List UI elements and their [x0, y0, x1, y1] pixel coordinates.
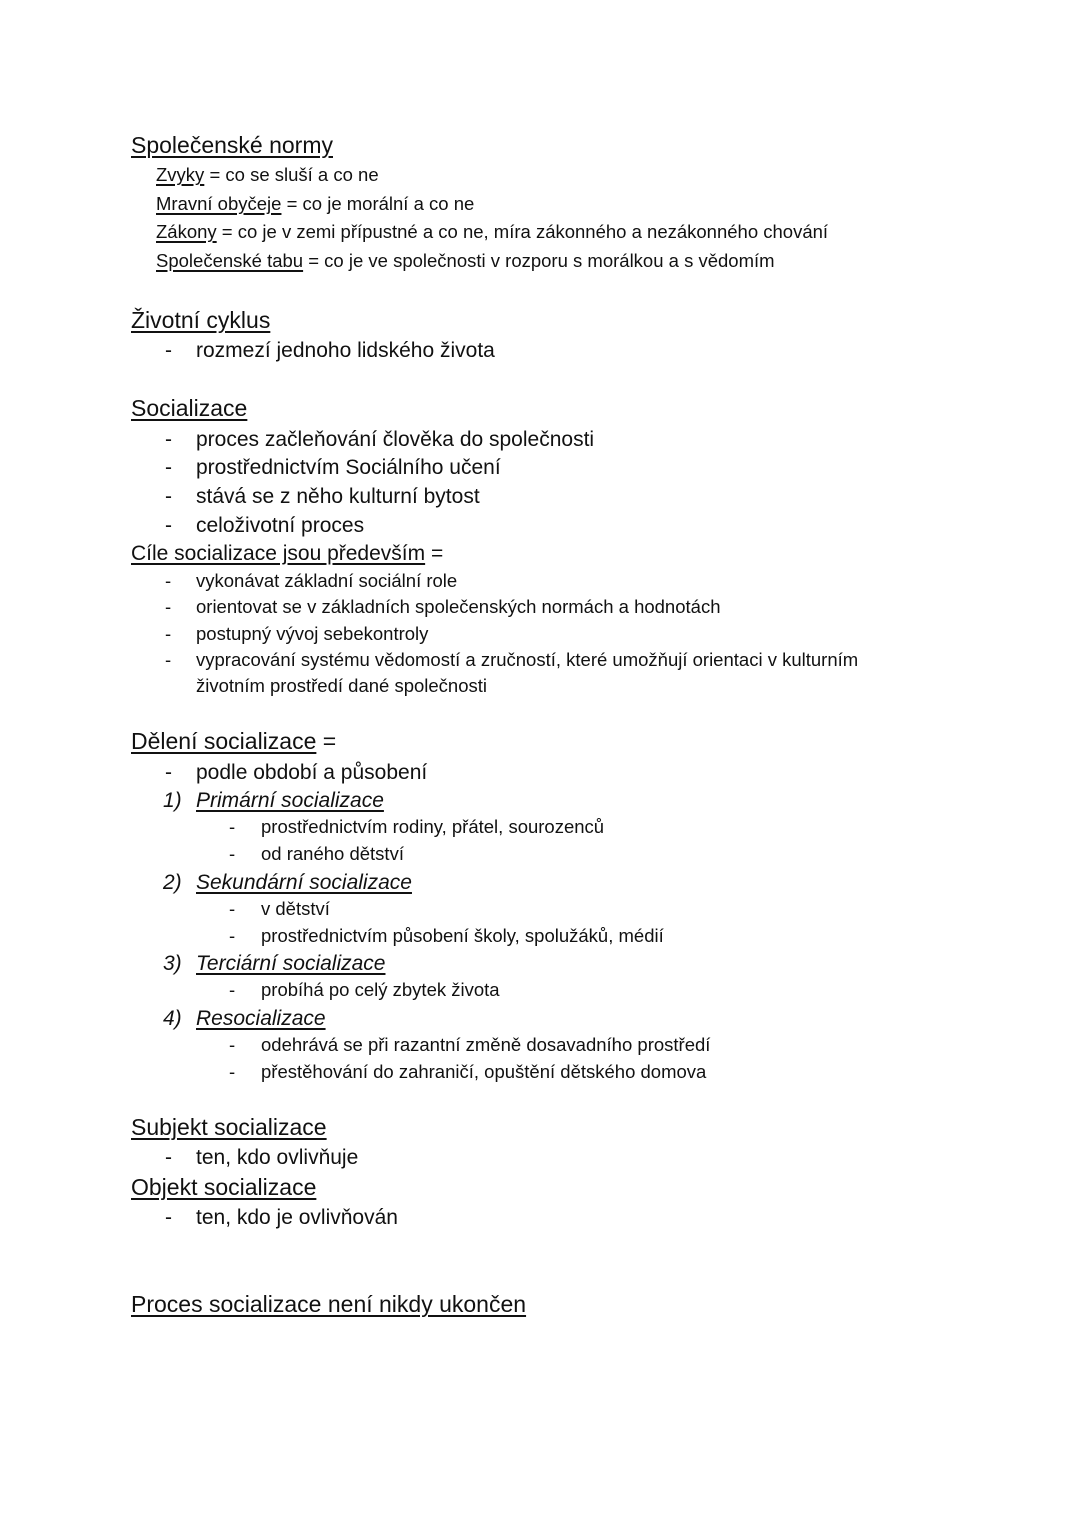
- list-item-continuation: životním prostředí dané společnosti: [196, 675, 488, 696]
- bullet-dash: -: [229, 925, 236, 946]
- heading-socialization-goals: [131, 543, 443, 564]
- heading-socialization: Socializace: [131, 395, 248, 421]
- goals-equals: =: [425, 542, 444, 565]
- bullet-dash: -: [165, 1206, 172, 1229]
- list-item: vykonávat základní sociální role: [196, 570, 458, 591]
- bullet-dash: -: [229, 1034, 236, 1055]
- conclusion-statement: Proces socializace není nikdy ukončen: [131, 1291, 527, 1317]
- norm-moral-customs: [156, 195, 474, 214]
- norm-term: Společenské tabu: [156, 250, 304, 271]
- bullet-dash: -: [165, 456, 172, 479]
- list-item: přestěhování do zahraničí, opuštění dětského domova: [261, 1061, 707, 1082]
- list-item: prostřednictvím působení školy, spolužáků, médií: [261, 925, 664, 946]
- bullet-dash: -: [165, 596, 172, 617]
- bullet-dash: -: [229, 843, 236, 864]
- division-equals: =: [316, 728, 337, 754]
- bullet-dash: -: [229, 1061, 236, 1082]
- heading-social-norms: Společenské normy: [131, 132, 333, 158]
- list-item: prostřednictvím rodiny, přátel, sourozenců: [261, 816, 605, 837]
- list-item: probíhá po celý zbytek života: [261, 979, 500, 1000]
- list-item: podle období a působení: [196, 761, 428, 784]
- list-item: v dětství: [261, 898, 330, 919]
- list-item: od raného dětství: [261, 843, 404, 864]
- bullet-dash: -: [165, 485, 172, 508]
- norm-term: Zvyky: [156, 164, 205, 185]
- bullet-dash: -: [165, 514, 172, 537]
- list-item: postupný vývoj sebekontroly: [196, 623, 429, 644]
- bullet-dash: -: [165, 570, 172, 591]
- list-item: orientovat se v základních společenských normách a hodnotách: [196, 596, 721, 617]
- bullet-dash: -: [229, 816, 236, 837]
- list-item: odehrává se při razantní změně dosavadního prostředí: [261, 1034, 711, 1055]
- list-item: stává se z něho kulturní bytost: [196, 485, 480, 508]
- type-number: 2): [163, 871, 182, 894]
- type-number: 1): [163, 789, 182, 812]
- type-number: 3): [163, 952, 182, 975]
- bullet-dash: -: [229, 898, 236, 919]
- list-item: prostřednictvím Sociálního učení: [196, 456, 501, 479]
- bullet-dash: -: [165, 649, 172, 670]
- norm-definition: = co se sluší a co ne: [204, 164, 379, 185]
- list-item: celoživotní proces: [196, 514, 365, 537]
- bullet-dash: -: [165, 1146, 172, 1169]
- heading-subject: Subjekt socializace: [131, 1114, 327, 1140]
- type-resocialization: Resocializace: [196, 1007, 326, 1030]
- goals-title: Cíle socializace jsou především: [131, 542, 426, 565]
- list-item: ten, kdo je ovlivňován: [196, 1206, 398, 1229]
- bullet-dash: -: [165, 761, 172, 784]
- bullet-dash: -: [165, 623, 172, 644]
- heading-socialization-division: [131, 730, 336, 753]
- norm-definition: = co je ve společnosti v rozporu s morálkou a s vědomím: [303, 250, 775, 271]
- norm-term: Mravní obyčeje: [156, 193, 282, 214]
- type-number: 4): [163, 1007, 182, 1030]
- type-primary: Primární socializace: [196, 789, 384, 812]
- division-title: Dělení socializace: [131, 728, 317, 754]
- list-item: vypracování systému vědomostí a zručností, které umožňují orientaci v kulturním: [196, 649, 859, 670]
- list-item: ten, kdo ovlivňuje: [196, 1146, 359, 1169]
- bullet-dash: -: [165, 339, 172, 362]
- list-item: rozmezí jednoho lidského života: [196, 339, 495, 362]
- list-item: proces začleňování člověka do společnosti: [196, 428, 595, 451]
- bullet-dash: -: [165, 428, 172, 451]
- norm-taboo: [156, 252, 775, 271]
- norm-definition: = co je morální a co ne: [281, 193, 475, 214]
- heading-object: Objekt socializace: [131, 1174, 317, 1200]
- norm-definition: = co je v zemi přípustné a co ne, míra zákonného a nezákonného chování: [216, 221, 829, 242]
- norm-customs: [156, 166, 379, 185]
- heading-life-cycle: Životní cyklus: [131, 307, 271, 333]
- norm-term: Zákony: [156, 221, 217, 242]
- type-tertiary: Terciární socializace: [196, 952, 386, 975]
- type-secondary: Sekundární socializace: [196, 871, 412, 894]
- bullet-dash: -: [229, 979, 236, 1000]
- norm-laws: [156, 223, 828, 242]
